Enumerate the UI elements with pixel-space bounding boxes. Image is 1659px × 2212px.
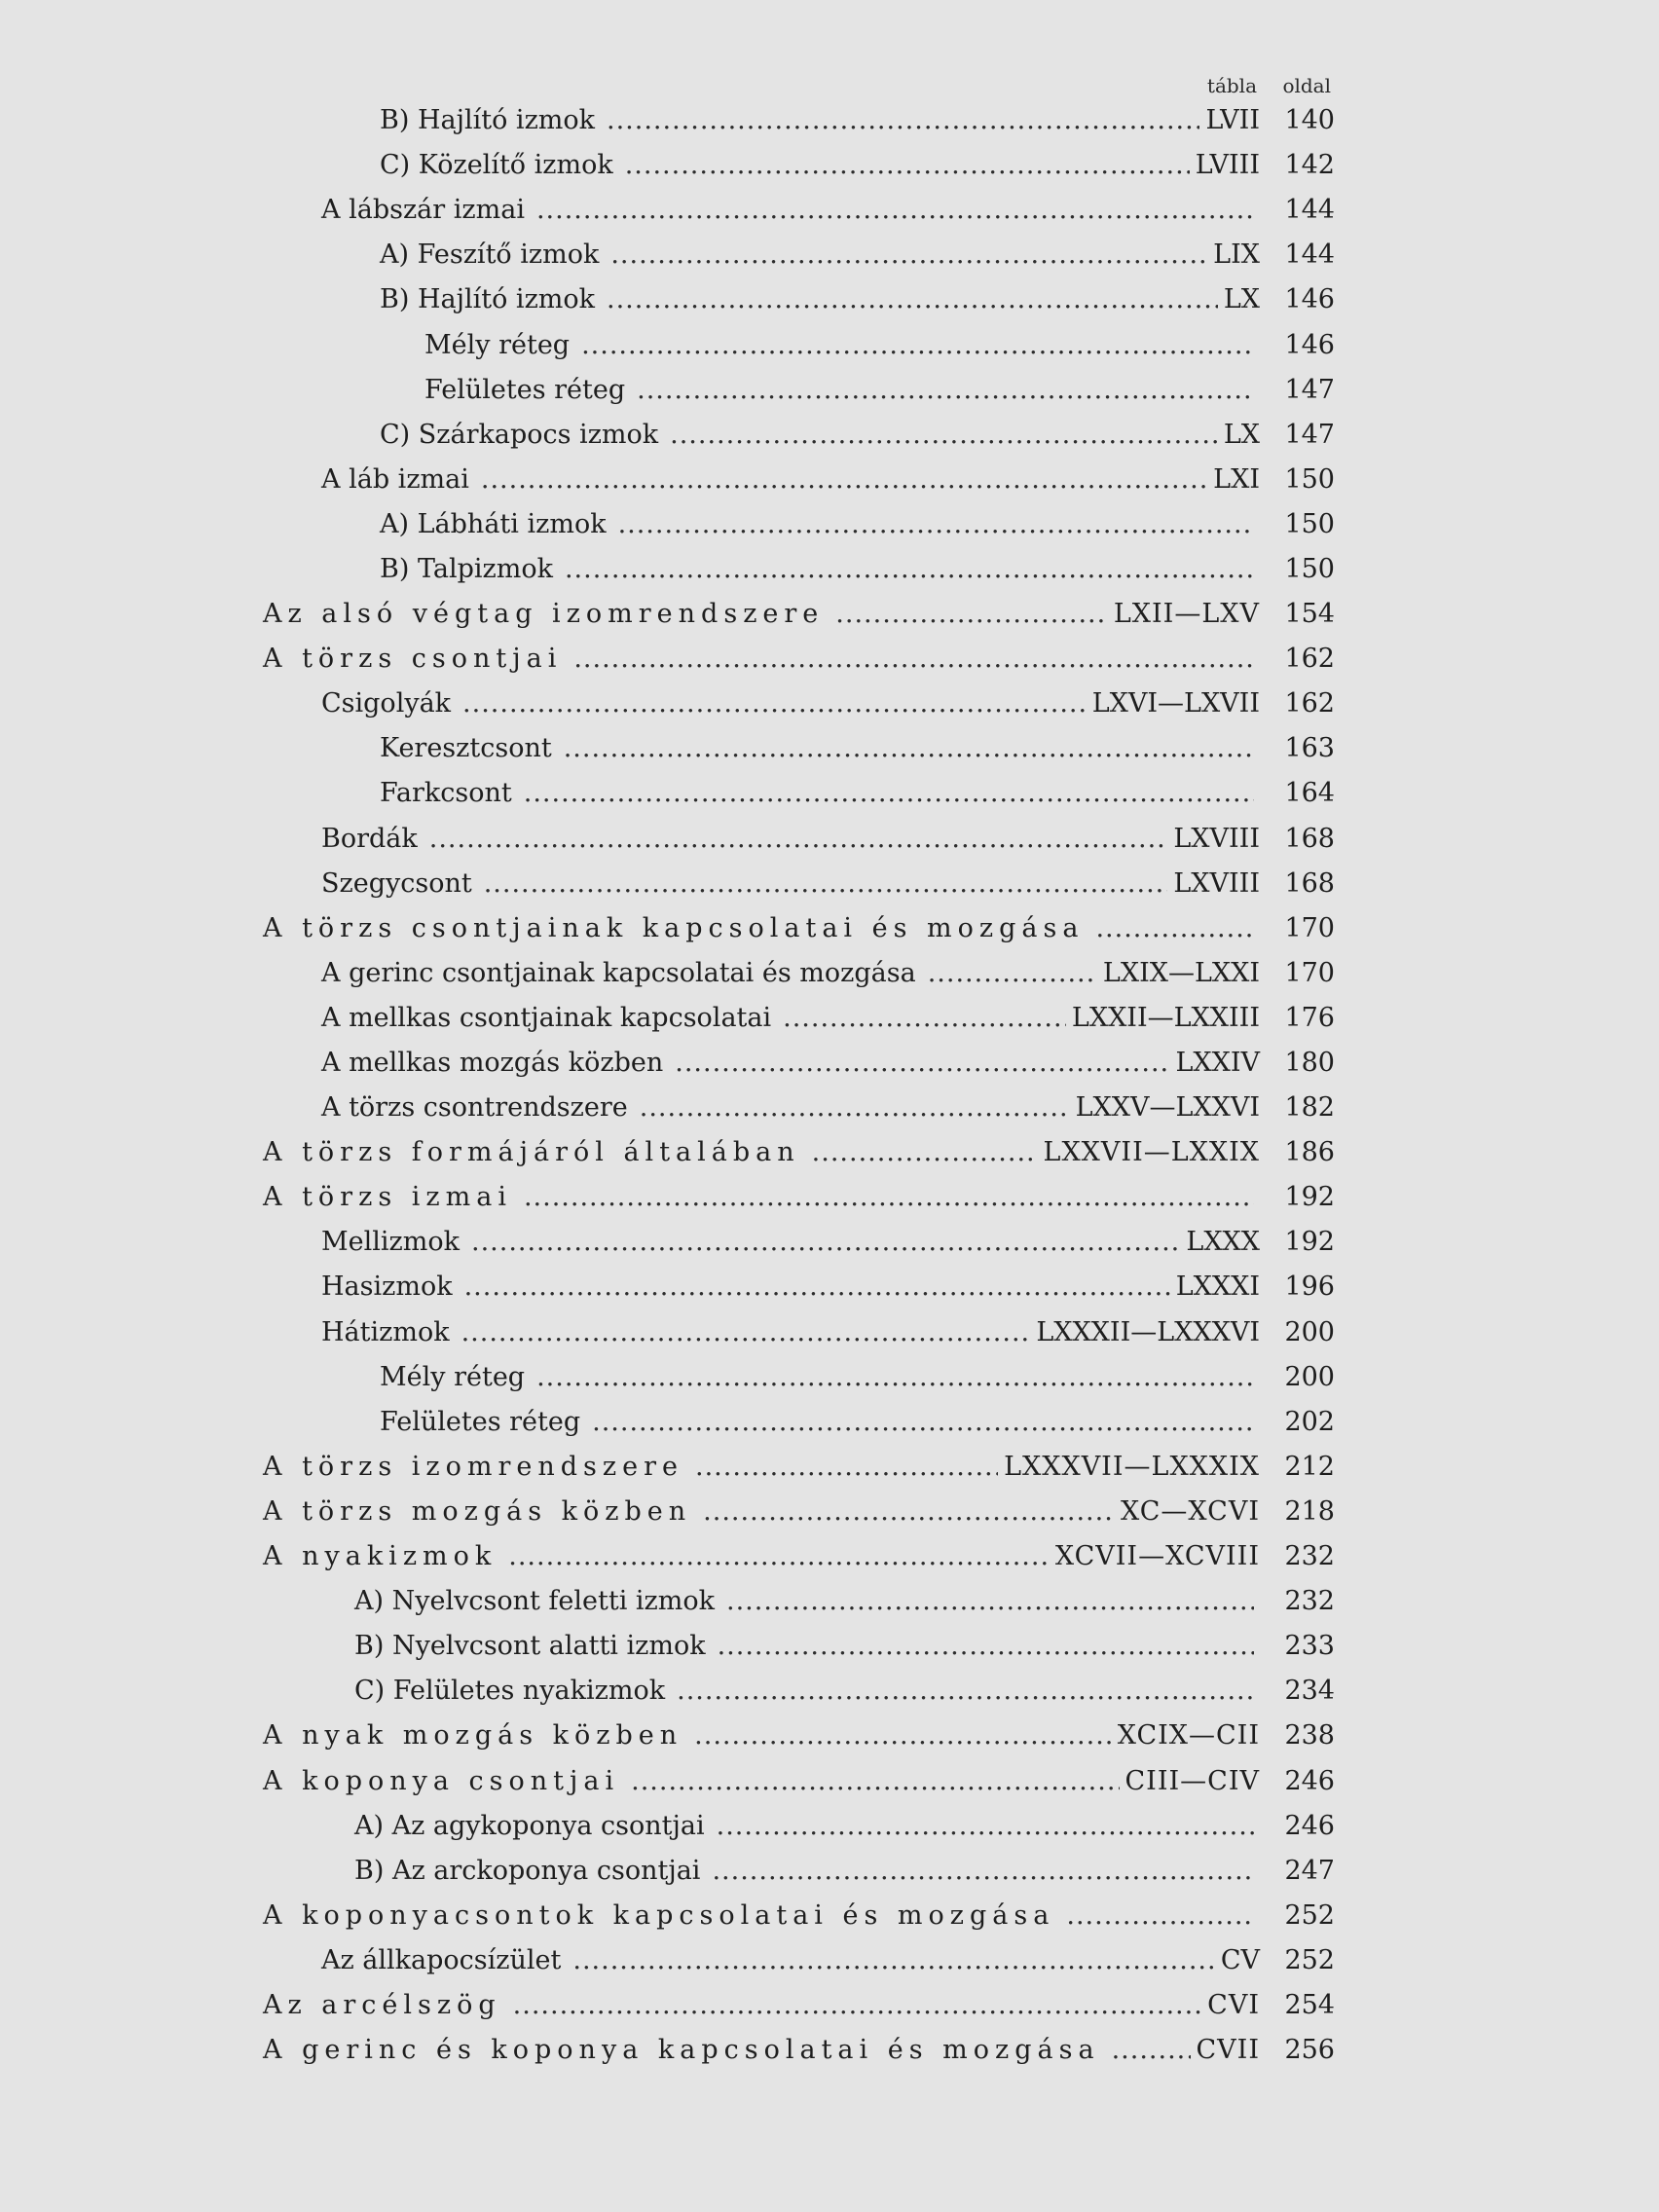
toc-entry-page: 146 <box>1284 284 1335 315</box>
toc-entry-title: Bordák <box>321 823 418 854</box>
toc-entry <box>354 1856 1260 1887</box>
toc-row <box>0 726 1659 771</box>
toc-entry-page: 180 <box>1284 1048 1335 1079</box>
toc-entry <box>380 420 1260 451</box>
toc-entry <box>263 2035 1260 2066</box>
toc-entry-page: 162 <box>1284 688 1335 719</box>
toc-entry-page: 202 <box>1284 1406 1335 1437</box>
toc-entry-plate: XC—XCVI <box>1121 1495 1260 1527</box>
toc-entry <box>263 1900 1260 1932</box>
dot-leader <box>513 1990 1202 2021</box>
toc-row <box>0 2028 1659 2073</box>
toc-row <box>0 1579 1659 1624</box>
toc-row <box>0 1445 1659 1490</box>
toc-entry-title: Mély réteg <box>424 329 571 360</box>
toc-entry-title: A mellkas csontjainak kapcsolatai <box>321 1002 772 1033</box>
toc-entry-plate: LXII—LXV <box>1113 599 1260 630</box>
toc-entry-title: A törzs csontjai <box>263 644 563 675</box>
toc-row <box>0 1310 1659 1355</box>
toc-row <box>0 1714 1659 1758</box>
toc-entry-plate: XCIX—CII <box>1117 1720 1260 1751</box>
toc-row <box>0 592 1659 637</box>
toc-entry-page: 246 <box>1284 1810 1335 1841</box>
toc-entry-title: A törzs formájáról általában <box>263 1137 800 1168</box>
toc-entry <box>321 958 1260 989</box>
toc-entry-title: A nyak mozgás közben <box>263 1720 683 1751</box>
toc-row <box>0 1175 1659 1220</box>
toc-entry-title: A törzs csontjainak kapcsolatai és mozgása <box>263 912 1085 943</box>
toc-entry-page: 168 <box>1284 823 1335 854</box>
toc-entry-plate: LXXV—LXXVI <box>1075 1092 1260 1124</box>
dot-leader <box>461 1317 1031 1348</box>
toc-entry-title: A) Az agykoponya csontjai <box>354 1810 705 1841</box>
toc-entry <box>321 1092 1260 1124</box>
toc-row <box>0 1490 1659 1534</box>
toc-row <box>0 1983 1659 2028</box>
toc-row <box>0 996 1659 1041</box>
toc-entry <box>354 1676 1260 1707</box>
toc-entry <box>380 509 1260 540</box>
toc-entry-plate: CIII—CIV <box>1124 1765 1260 1796</box>
toc-entry <box>380 150 1260 181</box>
toc-entry-plate: LXVIII <box>1173 823 1260 854</box>
dot-leader <box>464 1272 1170 1303</box>
toc-entry <box>380 554 1260 585</box>
toc-entry-plate: CVII <box>1196 2035 1260 2066</box>
toc-entry-title: Farkcsont <box>380 778 512 809</box>
toc-entry <box>263 1182 1260 1213</box>
toc-entry-title: B) Hajlító izmok <box>380 284 596 315</box>
dot-leader <box>835 599 1108 630</box>
toc-entry-plate: CVI <box>1207 1989 1260 2020</box>
dot-leader <box>524 778 1254 809</box>
toc-entry <box>321 1272 1260 1303</box>
toc-entry <box>321 1003 1260 1034</box>
toc-entry-page: 238 <box>1284 1720 1335 1751</box>
toc-row <box>0 1849 1659 1894</box>
toc-entry-title: Hátizmok <box>321 1316 450 1347</box>
dot-leader <box>631 1766 1119 1797</box>
toc-row <box>0 502 1659 547</box>
toc-entry-page: 146 <box>1284 329 1335 360</box>
dot-leader <box>564 733 1254 764</box>
toc-entry <box>263 913 1260 944</box>
toc-entry-page: 144 <box>1284 240 1335 271</box>
dot-leader <box>607 284 1218 315</box>
toc-entry-title: A) Lábháti izmok <box>380 508 607 539</box>
dot-leader <box>712 1856 1254 1887</box>
toc-entry-page: 150 <box>1284 553 1335 584</box>
dot-leader <box>694 1720 1112 1751</box>
toc-entry-page: 252 <box>1284 1899 1335 1931</box>
toc-entry-title: Az alsó végtag izomrendszere <box>263 599 825 630</box>
toc-entry <box>263 599 1260 630</box>
dot-leader <box>618 509 1254 540</box>
toc-entry <box>263 644 1260 675</box>
toc-entry-title: A törzs csontrendszere <box>321 1092 628 1124</box>
dot-leader <box>581 330 1254 361</box>
toc-row <box>0 817 1659 862</box>
dot-leader <box>1066 1900 1254 1932</box>
toc-entry-title: A törzs izomrendszere <box>263 1451 683 1482</box>
dot-leader <box>572 1945 1214 1976</box>
dot-leader <box>536 195 1254 226</box>
toc-entry <box>321 824 1260 855</box>
toc-entry-title: B) Nyelvcsont alatti izmok <box>354 1631 706 1662</box>
column-headers <box>0 74 1659 97</box>
toc-entry-title: A gerinc és koponya kapcsolatai és mozgása <box>263 2035 1100 2066</box>
toc-entry-plate: LXXXI <box>1175 1272 1260 1303</box>
toc-entry-page: 256 <box>1284 2035 1335 2066</box>
toc-entry-title: B) Az arckoponya csontjai <box>354 1855 701 1886</box>
dot-leader <box>610 240 1207 271</box>
toc-entry-title: B) Hajlító izmok <box>380 105 596 136</box>
dot-leader <box>508 1541 1050 1572</box>
toc-entry-title: Az arcélszög <box>263 1989 501 2020</box>
toc-entry <box>321 1317 1260 1348</box>
dot-leader <box>812 1137 1038 1168</box>
toc-entry-page: 142 <box>1284 150 1335 181</box>
toc-entry <box>263 1137 1260 1168</box>
dot-leader <box>677 1676 1254 1707</box>
toc-entry-plate: LX <box>1223 284 1260 315</box>
toc-entry <box>380 240 1260 271</box>
dot-leader <box>592 1407 1254 1438</box>
toc-entry-page: 163 <box>1284 733 1335 764</box>
toc-row <box>0 906 1659 951</box>
toc-entry <box>263 1720 1260 1751</box>
toc-entry-page: 176 <box>1284 1002 1335 1033</box>
toc-entry <box>354 1631 1260 1662</box>
toc-entry-plate: LXXXII—LXXXVI <box>1036 1316 1260 1347</box>
toc-row <box>0 1086 1659 1130</box>
toc-entry <box>321 868 1260 900</box>
toc-row <box>0 233 1659 277</box>
toc-entry-page: 164 <box>1284 778 1335 809</box>
dot-leader <box>481 464 1207 496</box>
column-header-oldal: oldal <box>1282 74 1331 97</box>
toc-entry-page: 168 <box>1284 867 1335 899</box>
toc-row <box>0 1130 1659 1175</box>
toc-entry-plate: LXXIV <box>1175 1048 1260 1079</box>
column-header-tabla: tábla <box>1206 74 1257 97</box>
toc-entry-title: B) Talpizmok <box>380 553 553 584</box>
toc-entry-title: Mellizmok <box>321 1227 460 1258</box>
toc-row <box>0 637 1659 682</box>
toc-row <box>0 98 1659 143</box>
toc-entry <box>380 778 1260 809</box>
toc-entry <box>354 1586 1260 1617</box>
toc-row <box>0 1804 1659 1849</box>
toc-entry-page: 233 <box>1284 1631 1335 1662</box>
toc-entry-page: 234 <box>1284 1676 1335 1707</box>
dot-leader <box>471 1227 1180 1258</box>
toc-entry-title: Az állkapocsízület <box>321 1944 562 1975</box>
toc-entry-title: C) Közelítő izmok <box>380 150 613 181</box>
dot-leader <box>484 868 1168 900</box>
toc-row <box>0 277 1659 322</box>
toc-row <box>0 1400 1659 1445</box>
toc-row <box>0 188 1659 233</box>
toc-entry <box>380 1362 1260 1393</box>
toc-entry-page: 252 <box>1284 1944 1335 1975</box>
toc-entry-page: 154 <box>1284 599 1335 630</box>
dot-leader <box>675 1048 1169 1079</box>
toc-entry-title: A törzs mozgás közben <box>263 1495 692 1527</box>
dot-leader <box>607 105 1199 136</box>
toc-entry-page: 150 <box>1284 508 1335 539</box>
toc-row <box>0 1220 1659 1265</box>
dot-leader <box>536 1362 1254 1393</box>
toc-entry-title: Keresztcsont <box>380 733 552 764</box>
toc-row <box>0 547 1659 592</box>
toc-entry <box>321 1048 1260 1079</box>
toc-row <box>0 682 1659 726</box>
dot-leader <box>783 1003 1066 1034</box>
toc-entry <box>424 330 1260 361</box>
toc-entry-title: A) Feszítő izmok <box>380 240 600 271</box>
toc-entry <box>321 195 1260 226</box>
toc-entry-plate: XCVII—XCVIII <box>1054 1541 1260 1572</box>
toc-row <box>0 1355 1659 1400</box>
dot-leader <box>637 375 1254 406</box>
dot-leader <box>717 1811 1254 1842</box>
toc-entry-title: Hasizmok <box>321 1272 453 1303</box>
toc-entry-page: 196 <box>1284 1272 1335 1303</box>
toc-entry-title: Csigolyák <box>321 688 452 719</box>
toc-entry-plate: LXXXVII—LXXXIX <box>1004 1451 1260 1482</box>
toc-entry-page: 254 <box>1284 1989 1335 2020</box>
toc-entry-page: 192 <box>1284 1182 1335 1213</box>
toc-entry <box>321 1945 1260 1976</box>
toc-row <box>0 368 1659 413</box>
toc-entry-title: A gerinc csontjainak kapcsolatai és mozgása <box>321 957 916 988</box>
toc-entry-page: 200 <box>1284 1361 1335 1392</box>
toc-entry-plate: LXXVII—LXXIX <box>1043 1137 1260 1168</box>
toc-entry <box>321 464 1260 496</box>
toc-entry-title: C) Szárkapocs izmok <box>380 419 659 450</box>
toc-entry-plate: LXIX—LXXI <box>1102 957 1260 988</box>
dot-leader <box>670 420 1218 451</box>
toc-row <box>0 862 1659 906</box>
dot-leader <box>640 1092 1070 1124</box>
toc-entry <box>424 375 1260 406</box>
toc-entry <box>321 688 1260 719</box>
toc-entry-plate: LXI <box>1213 463 1260 495</box>
toc-entry <box>354 1811 1260 1842</box>
toc-entry-plate: LVII <box>1205 105 1260 136</box>
toc-entry-page: 218 <box>1284 1495 1335 1527</box>
toc-entry-page: 212 <box>1284 1451 1335 1482</box>
toc-row <box>0 1624 1659 1669</box>
toc-entry-title: Szegycsont <box>321 867 472 899</box>
toc-entry-page: 200 <box>1284 1316 1335 1347</box>
toc-row <box>0 1534 1659 1579</box>
toc-entry <box>380 1407 1260 1438</box>
toc-row <box>0 143 1659 188</box>
toc-row <box>0 1938 1659 1983</box>
dot-leader <box>429 824 1168 855</box>
toc-entry-page: 144 <box>1284 195 1335 226</box>
toc-entry-title: C) Felületes nyakizmok <box>354 1676 666 1707</box>
toc-entry-title: A lábszár izmai <box>321 195 525 226</box>
toc-entry-page: 192 <box>1284 1227 1335 1258</box>
dot-leader <box>1112 2035 1191 2066</box>
toc-entry-title: A láb izmai <box>321 463 469 495</box>
dot-leader <box>573 644 1254 675</box>
toc-entry-title: A) Nyelvcsont feletti izmok <box>354 1586 715 1617</box>
toc-row <box>0 413 1659 458</box>
toc-entry-title: A koponya csontjai <box>263 1765 620 1796</box>
toc-row <box>0 1265 1659 1309</box>
toc-row <box>0 458 1659 502</box>
table-of-contents <box>0 98 1659 2073</box>
toc-entry-title: Felületes réteg <box>424 374 626 405</box>
toc-entry-plate: LXXII—LXXIII <box>1071 1002 1260 1033</box>
toc-entry <box>321 1227 1260 1258</box>
toc-entry <box>263 1766 1260 1797</box>
toc-entry-plate: LVIII <box>1195 150 1260 181</box>
toc-row <box>0 771 1659 816</box>
toc-entry-title: A mellkas mozgás közben <box>321 1048 664 1079</box>
dot-leader <box>703 1496 1115 1528</box>
toc-entry <box>263 1496 1260 1528</box>
toc-entry-page: 170 <box>1284 957 1335 988</box>
toc-entry-page: 182 <box>1284 1092 1335 1124</box>
toc-entry-plate: LX <box>1223 419 1260 450</box>
dot-leader <box>462 688 1087 719</box>
dot-leader <box>928 958 1097 989</box>
toc-entry-page: 150 <box>1284 463 1335 495</box>
toc-entry-title: A nyakizmok <box>263 1541 498 1572</box>
toc-entry-page: 232 <box>1284 1586 1335 1617</box>
toc-entry-title: Felületes réteg <box>380 1406 581 1437</box>
toc-row <box>0 951 1659 996</box>
toc-entry <box>263 1990 1260 2021</box>
watermark-strip <box>0 2191 389 2212</box>
toc-entry <box>263 1541 1260 1572</box>
toc-entry-page: 162 <box>1284 644 1335 675</box>
toc-entry <box>380 284 1260 315</box>
dot-leader <box>565 554 1254 585</box>
toc-entry-page: 170 <box>1284 912 1335 943</box>
toc-entry-title: A törzs izmai <box>263 1182 512 1213</box>
toc-row <box>0 322 1659 367</box>
toc-row <box>0 1894 1659 1938</box>
toc-entry-page: 247 <box>1284 1855 1335 1886</box>
toc-entry-title: A koponyacsontok kapcsolatai és mozgása <box>263 1899 1055 1931</box>
toc-entry-page: 246 <box>1284 1765 1335 1796</box>
dot-leader <box>625 150 1190 181</box>
toc-entry <box>380 105 1260 136</box>
toc-entry-plate: LXVIII <box>1173 867 1260 899</box>
toc-entry-plate: LXVI—LXVII <box>1091 688 1260 719</box>
toc-entry-plate: LXXX <box>1186 1227 1260 1258</box>
dot-leader <box>718 1631 1254 1662</box>
dot-leader <box>726 1586 1254 1617</box>
toc-entry-title: Mély réteg <box>380 1361 526 1392</box>
dot-leader <box>1095 913 1254 944</box>
toc-entry-plate: LIX <box>1213 240 1260 271</box>
toc-entry-page: 140 <box>1284 105 1335 136</box>
toc-entry <box>380 733 1260 764</box>
toc-row <box>0 1041 1659 1086</box>
dot-leader <box>524 1182 1254 1213</box>
dot-leader <box>695 1452 998 1483</box>
toc-entry-page: 147 <box>1284 419 1335 450</box>
toc-row <box>0 1669 1659 1714</box>
toc-entry-plate: CV <box>1220 1944 1260 1975</box>
toc-entry-page: 186 <box>1284 1137 1335 1168</box>
toc-row <box>0 1758 1659 1803</box>
toc-entry-page: 232 <box>1284 1541 1335 1572</box>
toc-entry-page: 147 <box>1284 374 1335 405</box>
toc-entry <box>263 1452 1260 1483</box>
